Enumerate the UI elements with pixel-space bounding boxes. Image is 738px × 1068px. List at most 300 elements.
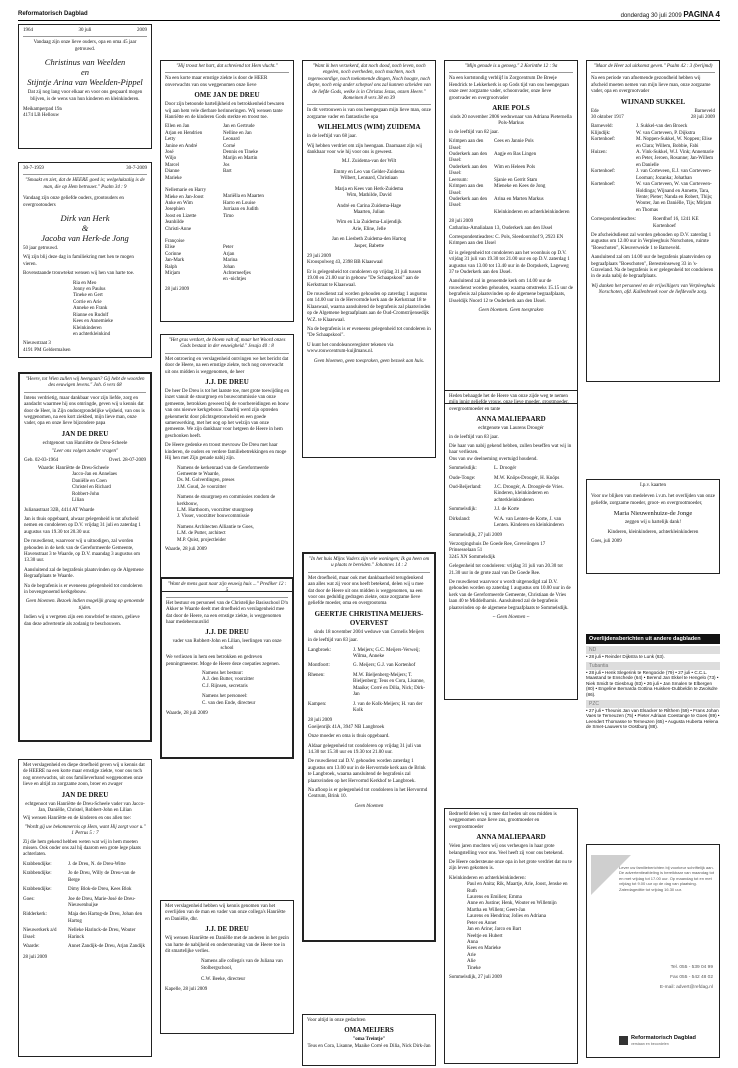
place: Ouderkerk aan den IJssel: <box>449 164 488 177</box>
signatory: Namens de stuurgroep en commissies rondom de kerkbouw, <box>177 495 276 507</box>
family-member: M.J. Zuidema-van der Wilt <box>341 159 397 165</box>
life-dates <box>591 109 715 122</box>
paper-name: Reformatorisch Dagblad <box>18 11 88 17</box>
family-member: Laurens en Emilien; Emma <box>467 895 522 901</box>
deceased-relation: sinds 18 november 2004 weduwe van Cornelis Meijers <box>313 629 425 635</box>
bible-quote: "In het huis Mijns Vaders zijn vele woningen; Ik ga heen om u plaats te bereiden." Johannes 14 : 2 <box>308 557 430 573</box>
newspaper-label: ND <box>586 646 720 654</box>
deceased-age: in de leeftijd van 68 jaar. <box>307 134 357 140</box>
obituary-intro: Na een periode van afnemende gezondheid hebben wij afscheid moeten nemen van mijn lieve man, onze zorgzame vader, opa en overgrootvader <box>591 76 711 95</box>
family-member: Françoise <box>165 238 185 244</box>
obituary-intro: Met droefheid, maar ook met dankbaarheid terugdenkend aan alles wat zij voor ons heeft betekend, delen wij u mee dat door de Heere uit ons midden is weggenomen, na een voor ons geduldig gedragen ziekte, onze zorgzame lieve geliefde moeder, oma en overgrootoma <box>308 575 424 607</box>
signatory: A.J. den Butter, voorzitter <box>202 677 255 683</box>
obituary-jan-de-dreu-siblings <box>18 759 152 1057</box>
names: Mieneke en Kees de Jong <box>494 184 546 190</box>
family-member: Achterneefjes <box>223 270 251 276</box>
obituary-body: Wij hebben verdriet om zijn heengaan. Daarnaast zijn wij dankbaar voor wie hij voor ons is geweest. <box>307 143 423 156</box>
family-row <box>308 702 430 715</box>
family-row <box>449 485 573 504</box>
names: G. Meijers; G.J. van Kortenhof <box>353 663 416 669</box>
birth-place: Ede <box>591 108 599 114</box>
names: Wim en Heleen Pols <box>494 164 536 170</box>
obituary-listing: • 27 juli • Theunis Jan van Elsacker te Rilthem (59) • Frans Johan Vaes te Terneuzen (75) • Pieter Adriaan Coestange te Goes (89) • Leendert Thomasse te Terneuzen (65) • Augusta Huberta Helena de Smet-Lauwers te Oostburg (88). <box>586 707 720 730</box>
family-member: Waarde: Hanriëtte de Dreu-Scheele <box>38 466 109 472</box>
family-member: Kees en Annemieke <box>73 319 113 325</box>
anniversary-intro: Vandaag zijn onze lieve ouders, opa en oma 45 jaar getrouwd. <box>33 40 137 52</box>
viewing-info: Onze moeder en oma is thuis opgebaard. <box>308 734 390 740</box>
family-member: Robbert-John <box>72 491 100 497</box>
date-right: 2009 <box>136 28 147 33</box>
family-member: André en Carina Zuidema-Hage <box>336 203 402 209</box>
couple-name-1: Christinus van Weelden <box>44 57 126 68</box>
place: Ouderkerk aan den IJssel: <box>449 152 488 164</box>
obituary-intro: Na een korte maar ernstige ziekte is door de HEER onverwachts van ons weggenomen onze lieve <box>165 76 268 88</box>
family-member: Tineke en Gert <box>73 293 103 299</box>
place: Klijndijk: <box>591 130 611 136</box>
signatory: Namens het personeel: <box>202 694 248 700</box>
deceased-age: in de leeftijd van 83 jaar. <box>449 434 499 440</box>
deceased-name: OMA MEIJERS <box>344 1026 394 1035</box>
correspondence-label: Correspondentieadres: <box>591 217 636 223</box>
memorial-intro: Voor altijd in onze gedachten <box>307 1018 366 1023</box>
couple-amp: & <box>81 223 89 234</box>
ad-date: Sommelsdijk, 27 juli 2009 <box>449 974 503 980</box>
family-member: Joost en Lizette <box>165 213 197 219</box>
family-list <box>38 466 146 504</box>
deceased-name: Maria Nieuwenhuize-de Jonge <box>613 510 693 518</box>
family-member: Anna <box>467 939 478 945</box>
deceased-name: ARIE POLS <box>492 104 530 113</box>
family-member: Tineke <box>467 965 481 971</box>
obituary-intro: Heden behaagde het de Heere van onze zijde weg te nemen mijn innig geliefde vrouw, onze lieve moeder, grootmoeder, overgrootmoeder en tante <box>449 394 569 412</box>
names: M. Noppen-Sukkel, W. Noppen; Elise en Clara; Willem, Bobbie, Fabi <box>636 137 712 149</box>
address-line-1: Meikamperpad 19a <box>23 107 62 113</box>
thanks-intro: Voor uw blijken van medeleven i.v.m. het overlijden van onze geliefde, zorgzame moeder, groot- en overgrootmoeder, <box>591 494 715 506</box>
family-member: Jeanhilde <box>165 220 184 226</box>
note: Geen bloemen <box>354 803 384 809</box>
family-member: Daniëlle en Coen <box>72 478 107 484</box>
family-member: Marina <box>223 258 238 264</box>
deceased-relation: echtgenoot van Hanriëtte de Dreu-Scheele <box>42 440 128 446</box>
ad-date: 28 juli 2009 <box>23 955 48 961</box>
obituary-body: Wij wensen Hanriëtte en Daniëlle met de anderen in het gezin van harte de nabijheid en ondersteuning van de Heere toe in dit smartelijke verlies. <box>165 936 289 955</box>
column-5 <box>586 24 720 1060</box>
header-rule <box>18 20 720 21</box>
page-header <box>18 8 720 20</box>
section-title: Overlijdensberichten uit andere dagbladen <box>586 634 720 644</box>
names: J.J. de Korte <box>494 507 519 513</box>
family-list <box>308 648 430 715</box>
note: Geen bloemen, geen toespraken, geen bezoek aan huis. <box>313 358 425 364</box>
deceased-name: JAN DE DREU <box>61 790 109 799</box>
page-number: 4 <box>715 10 720 19</box>
place: Oud-Beijerland: <box>449 485 482 491</box>
family-member: Corinne <box>165 251 182 257</box>
family-member: Neeltje en Hubert <box>467 933 503 939</box>
family-member: Leonard <box>223 137 240 143</box>
advertising-instructions: Lever uw familieberichten bij voorkeur schriftelijk aan. De advertentieafdeling is bereikbaar van maandag tot en met vrijdag tot 17.00 uur. Op maandag tot en met vrijdag tot 9.00 uur op de dag van plaatsing. Zaterdageditie tot vrijdag 16.30 uur. <box>619 865 714 892</box>
deceased-relation: sinds 20 november 2006 weduwnaar van Adriana Pieternella Pols-Markus <box>450 115 572 127</box>
birth-date: 30 oktober 1917 <box>591 115 624 121</box>
anniversary-dates <box>23 166 147 175</box>
obituary-jj-de-dreu-church <box>160 334 294 592</box>
service-info: De rouwdienst zal worden gehouden op zaterdag 1 augustus om 14.00 uur in de Hervormde kerk aan de Kerkstraat 18 te Klaaswaal, waarna aansluitend de begrafenis zal plaatsvinden op de Algemene begraafplaats aan de Oud-Cromstrijensedijk W.Z. te Klaaswaal. <box>307 291 431 323</box>
place: Sommelsdijk: <box>449 466 477 472</box>
family-member: Jacco-Jan en Annelaes <box>72 472 117 478</box>
family: Kinderen, kleinkinderen, achterkleinkinderen <box>607 529 699 535</box>
names: A. Vink-Sukkel, W.J. Vink; Annemarie en Peter, Jeroen, Rosanne; Jan-Willem en Danielle <box>636 150 714 168</box>
deceased-name: OME JAN DE DREU <box>194 91 260 100</box>
deceased-name: GEERTJE CHRISTINA MEIJERS-OVERVEST <box>314 609 424 627</box>
obituary-arie-pols <box>444 60 578 404</box>
place <box>449 210 494 216</box>
family-row <box>308 648 430 661</box>
logo-mark-icon <box>619 1036 628 1045</box>
signatory: Namens alle collega's van de Juliana van Stolbergschool, <box>201 959 283 971</box>
burial-info: Aansluitend zal de begrafenis plaatsvinden op de Algemene Begraafplaats te Waarde. <box>24 567 144 580</box>
names: J. van de Kolk-Meijers; H. van der Kolk <box>353 701 423 713</box>
family-member: Harro en Louise <box>223 200 256 206</box>
obituary-intro: Na een kortstondig verblijf in Zorgcentrum De Breeje Hendrick te Lekkerkerk is op Gods tijd van ons heengegaan onze zeer zorgzame vader, schoonvader, onze lieve grootvader en overgrootvader <box>449 76 569 101</box>
signatory: J.M. Goud, 2e voorzitter <box>177 484 227 490</box>
family-member: Mariëlla en Maarten <box>223 194 264 200</box>
family-member: Timo <box>223 213 234 219</box>
signatory: Ds. M. Golverdingen, preses <box>177 478 235 484</box>
family-list <box>449 139 573 216</box>
service-info: De rouwdienst zal D.V. gehouden worden zaterdag 1 augustus om 13.00 uur in de Hervormde kerk aan de Brink te Langbroek, waarna aansluitend de begrafenis zal plaatsvinden op het Hervormd Kerkhof te Langbroek. <box>308 759 426 784</box>
names: Annet Zandijk-de Dreu, Arjan Zandijk <box>68 943 146 949</box>
place: Leersum: <box>449 177 468 183</box>
family-member: Bart <box>223 169 232 175</box>
anniversary-intro: Vandaag zijn onze geliefde ouders, grootouders en overgrootouders <box>23 196 124 208</box>
place: Waarde: <box>23 943 40 949</box>
obituary-intro: Met ontroering en verslagenheid ontvingen we het bericht dat door de Heere, na een ernstige ziekte, toch nog onverwacht uit ons midden is weggenomen, de heer <box>165 356 289 375</box>
other-newspapers-obituaries <box>586 634 720 730</box>
obituary-anna-maliepaard-grandchildren <box>444 808 578 1064</box>
obituary-intro: Het bestuur en personeel van de Christelijke Basisschool D'n Akker te Waarde deelt met droefheid en verslagenheid mee dat door de Heere, na een ernstige ziekte, is weggenomen haar medebestuurslid <box>166 600 288 626</box>
anniversary-ad-van-weelden <box>18 24 152 149</box>
obituary-ome-jan <box>160 60 294 322</box>
signatories <box>201 959 289 983</box>
newspaper-label: Tubantia <box>586 662 720 670</box>
deceased-name: WIJNAND SUKKEL <box>620 97 686 106</box>
address-line-1: Nieuwstraat 3 <box>23 341 51 347</box>
anniversary-wish: Wij zijn blij deze dag in familiekring met hen te mogen vieren. <box>23 255 134 267</box>
phone-number: Tel. 055 - 539 04 99 <box>670 965 713 970</box>
family-member: Nelline en Jan <box>223 130 252 136</box>
correspondence-address: Correspondentieadres: C. Pols, Sleedoornhof 9, 2923 EN Krimpen aan den IJssel <box>449 234 564 247</box>
family-row <box>308 673 430 699</box>
note: Geen bloemen. Geen toespraken <box>478 308 544 313</box>
newspaper-logo <box>619 1035 719 1047</box>
ipv-kaarten: I.p.v. kaarten <box>639 483 667 488</box>
column-4 <box>444 24 578 1060</box>
condolence-info-2: Na afloop is er gelegenheid tot condoleren in het Hervormd Centrum, Brink 10. <box>308 787 428 800</box>
family-member: Corrie en Arie <box>73 299 102 305</box>
family-row <box>308 663 430 669</box>
family-member: Nellemarie en Harry <box>165 188 207 194</box>
obituary-anna-maliepaard-family <box>444 390 578 700</box>
family-member: Ria en Meo <box>73 280 97 286</box>
family-row <box>591 169 715 182</box>
signatory: J. Visser, voorzitter bouwcommissie <box>177 514 250 520</box>
deceased-age: in de leeftijd van 82 jaar. <box>449 129 499 135</box>
page-label: PAGINA <box>683 10 714 19</box>
family-list <box>73 281 147 339</box>
place: Sommelsdijk: <box>449 507 477 513</box>
family-row <box>449 152 573 165</box>
place: Krabbendijke: <box>23 871 52 877</box>
family-row <box>449 139 573 152</box>
logo-tagline: verstaan en beoordelen <box>631 1042 669 1046</box>
bible-quote: "Want ik ben verzekerd, dat noch dood, noch leven, noch engelen, noch overheden, noch machten, noch tegenwoordige, noch toekomende dingen, Noch hoogte, noch diepte, noch enig ander schepsel ons zal kunnen scheiden van de liefde Gods, welke is in Christus Jezus, onzen Heere." Romeinen 8 vers 38 en 39 <box>307 64 431 105</box>
family-member: Mieke en Jan-Joost <box>165 194 204 200</box>
family-member: Arie, Eline, Jelle <box>352 226 386 232</box>
condolence-info: Er is gelegenheid tot condoleren aan het woonhuis op D.V. vrijdag 31 juli van 19.30 tot 21.00 uur en op D.V. zaterdag 1 augustus van 13.00 tot 13.40 uur in de Dorpskerk, Lageweg 37 te Ouderkerk aan den IJssel. <box>449 250 570 275</box>
family-member: Ralph <box>165 264 177 270</box>
obituary-jj-de-dreu-school <box>160 577 294 759</box>
address-line-1: Prinsesselaan 51 <box>449 548 483 554</box>
correspondence-address: Roerdhof 16, 1241 KE Kortenhoef <box>653 217 699 229</box>
bible-quote: "Wordt gij uw bekommernis op Hem, want Hij zorgt voor u." 1 Petrus 5 : 7 <box>24 824 146 837</box>
family-member: Peter <box>223 245 234 251</box>
family-member: Christi-Anne <box>165 226 192 232</box>
family-member: Maarten, Julian <box>353 209 385 215</box>
signatory: M.P. Quist, projectleider <box>177 537 227 543</box>
obituary-listing: • 28 juli • Reinder Dijkstra te Lunk (63). <box>586 654 665 659</box>
wish: Wij wensen Hanriëtte en de kinderen en ons allen toe: <box>23 816 131 822</box>
signatory: L.M. Harthoorn, voorzitter stuurgroep <box>177 507 254 513</box>
family-member: Janine en André <box>165 143 198 149</box>
memorial-oma-meijers <box>302 1014 436 1066</box>
bible-quote: "Heere, tot Wien zullen wij heengaan? Gij hebt de woorden des eeuwigen levens." Joh. 6 vers 68 <box>24 377 146 393</box>
place: Dirksland: <box>449 516 471 522</box>
fax-number: Fax 055 - 542 48 02 <box>670 975 713 980</box>
family-member: Jurriaan en Judith <box>223 207 259 213</box>
family-member: Jasper, Babette <box>353 243 385 249</box>
correspondence-address: Verzorgingshuis De Goede Ree, Greveiingen 17 <box>449 541 546 547</box>
obituary-body: Die haar van nabij gekend hebben, zullen beseffen wat wij in haar verliezen. <box>449 444 572 456</box>
place: Kortenhoef: <box>591 182 616 188</box>
obituary-wijnand-sukkel <box>586 60 720 382</box>
family-member: Christel en Richard <box>72 485 111 491</box>
obituary-intro: Bedroefd delen wij u mee dat heden uit ons midden is weggenomen onze lieve zus, grootmoeder en overgrootmoeder <box>449 812 557 830</box>
deceased-name: JAN DE DREU <box>61 429 109 438</box>
family-member: Anne en Justine; Henk, Wouter en Willemijn <box>467 901 557 907</box>
obituary-wim-zuidema <box>302 60 436 458</box>
family-list <box>23 862 147 950</box>
family-row <box>449 517 573 530</box>
logo-name: Reformatorisch Dagblad <box>631 1035 696 1041</box>
closing-note: Indien wij u vergeten zijn een rouwbrief te sturen, gelieve dan deze advertentie als zodanig te beschouwen. <box>24 615 140 627</box>
family-row <box>23 887 147 893</box>
place: Nieuwerkerk a/d IJssel: <box>23 928 57 940</box>
place: Huizen: <box>591 150 607 156</box>
family-row <box>449 165 573 178</box>
deceased-name: J.J. DE DREU <box>205 378 249 387</box>
newspaper-label: PZC <box>586 700 720 708</box>
signatories <box>202 671 288 707</box>
place: Krabbendijke: <box>23 861 52 867</box>
condolence-info: Na de begrafenis is er eveneens gelegenheid tot condoleren in bovengenoemd kerkgebouw. <box>24 583 143 595</box>
place: Montfoort: <box>308 663 330 669</box>
deceased-relation: echtgenoot van Hanriëtte de Dreu-Scheele vader van Jacco-Jan, Daniëlle, Christel, Robbert-John en Lilian <box>25 801 145 814</box>
couple-name-2: Jacoba van Herk-de Jong <box>41 233 129 244</box>
obituary-geertje-meijers <box>302 552 436 942</box>
deceased-nickname: "oma Treintje" <box>352 1037 386 1043</box>
family-member: Anke en Wim <box>165 200 193 206</box>
condolence-info: Gelegenheid tot condoleren: vrijdag 31 juli van 20.30 tot 21.30 uur in de grote zaal van De Goede Ree. <box>449 564 563 576</box>
place: Rhenen: <box>308 672 325 678</box>
ad-date: Kapelle, 28 juli 2009 <box>165 986 208 992</box>
condolence-info-2: Na de begrafenis is er eveneens gelegenheid tot condoleren in "De Schaapskooi". <box>307 327 431 339</box>
obituary-body: We verliezen in hem een betrokken en gedreven penningmeester. Moge de Heere deze coepaties zegenen. <box>166 655 280 667</box>
family-member: Arjan en Hendrien <box>165 130 203 136</box>
family-member: Arjan <box>223 251 235 257</box>
ad-date: 29 juli 2009 <box>307 253 332 259</box>
column-2 <box>160 24 294 1060</box>
family-left <box>165 124 223 283</box>
signatory: C.J. Rijnsen, secretaris <box>202 683 248 689</box>
family-row <box>23 871 147 884</box>
address-line-2: 4174 LB Hellouw <box>23 113 60 119</box>
address: Catharina-Amalialaan 13, Ouderkerk aan den IJssel <box>449 225 553 231</box>
signatory: C.W. Beeke, directeur <box>201 977 246 983</box>
place: Ouderkerk aan den IJssel: <box>449 196 488 209</box>
signatory: Namens het bestuur: <box>202 671 244 677</box>
place: Oude-Tonge: <box>449 475 476 481</box>
names: Maja den Hartog-de Dreu, Johan den Hartog <box>68 912 143 924</box>
names: Arina en Marten Markus <box>494 196 544 202</box>
bible-quote: "Smaakt en ziet, dat de HEERE goed is; welgelukzalig is de man, die op Hem betrouwt." Psalm 34 : 9 <box>25 178 145 190</box>
family-member: Wim en Lia Zuidema-Luijendijk <box>336 220 402 226</box>
service-info: De rouwdienst waarvoor u wordt uitgenodigd zal D.V. gehouden worden op zaterdag 1 augustus om 10.00 uur in de kerk van de Gereformeerde Gemeente, Christiaan de Vries laan 40 te Middelharnis. Aansluitend zal de begrafenis plaatsvinden op de algemene begraafplaats te Sommelsdijk. <box>449 579 571 611</box>
obituary-listing: • 28 juli • Henk Slegerink te Rengocide (79) • 27 juli • C.C.L. Maastand te Enschede (64) • Berend Jan Ekkel te Hengelo (73) • Niek Smidt te Giesbrug (83) • 26 juli • Jan Smalen te Elbergen (80) • Engeline Bernarda Gottina Huisken-Dubbeldin te Zwolsdre (86). <box>586 669 719 697</box>
family-member: Emmy en Leo van Gelder-Zuidema <box>333 169 405 175</box>
family-member: Letty <box>165 137 176 143</box>
names: Joe de Dreu, Marie-José de Dreu-Nieuwenhuijse <box>68 896 136 908</box>
family-row <box>449 476 573 482</box>
ad-date: 28 juli 2009 <box>308 718 333 724</box>
anniversary-wish: Dat zij nog lang voor elkaar en voor ons gespaard mogen blijven, is de wens van hun kinderen en kleinkinderen. <box>27 90 143 102</box>
family-member: Wiljo <box>165 156 177 162</box>
place: Krimpen aan den IJssel: <box>449 184 484 196</box>
family-row <box>449 197 573 210</box>
family-member: Mirjam <box>165 270 180 276</box>
anniversary-dates <box>23 28 147 37</box>
bible-quote: "Mijn genade is u genoeg." 2 Korinthe 12 : 9a <box>449 64 573 73</box>
family-member: Jan en Gertrude <box>223 124 255 130</box>
family-member: Paul en Anita; Rik, Maartje, Arie, Joost, Jenske en Ruth <box>467 882 568 894</box>
place: Langbroek: <box>308 647 332 653</box>
names: Aagje en Bas Lingen <box>494 152 537 158</box>
place: Kampen: <box>308 701 327 707</box>
service-info: Aansluitend zal in genoemde kerk om 14.00 uur de rouwdienst worden gehouden, waarna omstreeks 15.15 uur de begrafenis zal plaatsvinden op de algemene begraafplaats, IJsseldijk Noord 12 te Ouderkerk aan den IJssel. <box>449 279 573 304</box>
names: Dimy Blok-de Dreu, Kees Blok <box>68 887 132 893</box>
family-row <box>591 182 715 214</box>
family-row <box>591 150 715 169</box>
family-right <box>223 124 289 283</box>
obituary-body: Velen jaren mochten wij ons verheugen in haar grote belangstelling voor ons. Veel heeft zij voor ons betekend. <box>449 844 564 856</box>
family-row <box>449 184 573 197</box>
names: J. Meijers; G.C. Meijers-Verweij; Wilma, Anneke <box>353 647 420 660</box>
couple-name-2: Stijntje Arina van Weelden-Pippel <box>27 77 143 88</box>
family-member: Dianne <box>165 169 180 175</box>
names: Jo de Dreu, Willy de Dreu-van de Berge <box>68 871 136 883</box>
family-member: Jan en Liesbeth Zuidema-den Hartog <box>331 237 407 243</box>
names: M.W. Bieljenberg-Meijers; T. Bieljenberg; Teus en Cora, Lisanne, Maaike; Corré en Dilia, Nick; Dirk-Jan <box>353 672 425 698</box>
family-member: Jonny en Paulus <box>73 287 106 293</box>
deceased-name: J.J. DE DREU <box>205 925 249 934</box>
anniversary-ad-van-herk <box>18 162 152 358</box>
family-row <box>23 897 147 910</box>
family-member: Peter en Annet <box>467 920 497 926</box>
address: Kroospolweg 43, 2398 BB Klaaswaal <box>307 260 383 266</box>
family-row <box>591 137 715 150</box>
birth-date: Geb. 02-03-1964 <box>24 457 59 463</box>
anniversary-years: 50 jaar getrouwd. <box>23 246 59 252</box>
thanks-line: zeggen wij u hartelijk dank! <box>624 520 682 526</box>
family-member: Jan-Mark <box>165 258 185 264</box>
register-info: U kunt het condoleanceregister tekenen via www.rouwcentrum-kuijlmans.nl. <box>307 342 394 355</box>
couple-name-1: Dirk van Herk <box>60 213 110 224</box>
deceased-relation: echtgenote van Laurens Droogér <box>478 426 544 432</box>
obituary-intro: Intens verdrietig, maar dankbaar voor zijn liefde, zorg en aandacht waarmee hij ons omringde, geven wij u kennis dat door de Heer, in Zijn ondoorgrondelijke wijsheid, van ons is weggenomen, na een kort ziekbed, mijn lieve man, onze vader, opa en onze lieve bijzondere papa <box>24 395 145 427</box>
signatory: C. van den Ende, directeur <box>202 700 256 706</box>
family-member: Elise <box>165 245 175 251</box>
family-member: en achterkleinkind <box>73 331 111 337</box>
names: Nelleke Harinck-de Dreu, Wouter Harinck <box>68 928 136 940</box>
address-line-2: 3245 XN Sommelsdijk <box>449 554 496 560</box>
death-date: 28 juli 2009 <box>690 115 715 121</box>
family-member: Laurens en Hendrina; Jolies en Adriana <box>467 914 547 920</box>
family-list <box>591 124 715 214</box>
date-left: 30-7-1959 <box>23 166 44 171</box>
obituary-intro: Met verslagenheid hebben wij kennis genomen van het overlijden van de man en vader van onze collega's Hanriëtte en Daniëlle, dhr. <box>165 904 286 922</box>
names: L. Droogér <box>494 466 517 472</box>
deceased-relation: vader van Robbert-John en Lilian, leerlingen van onze school <box>172 639 282 651</box>
family-row <box>23 944 147 950</box>
page-date: donderdag 30 juli 2009 <box>620 13 682 19</box>
deceased-name: ANNA MALIEPAARD <box>476 833 546 842</box>
viewing-info: Jan is thuis opgebaard, alwaar gelegenheid is tot afscheid nemen en condoleren op D.V. vrijdag 31 juli en zaterdag 1 augustus van 19.30 tot 20.30 uur. <box>24 516 141 535</box>
names: J.C. Droogér, A. Droogér-de Vries. Kinderen, kleinkinderen en achterkleinkinderen <box>494 485 564 503</box>
family-list <box>307 159 431 249</box>
date-mid: 30 juli <box>78 28 92 33</box>
family-member: Alie <box>467 959 476 965</box>
ad-date: Waarde, 28 juli 2009 <box>166 711 208 717</box>
family-row <box>23 912 147 925</box>
email-address[interactable]: E-mail: advert@refdag.nl <box>659 985 713 990</box>
service-info: De afscheidsdienst zal worden gehouden op D.V. zaterdag 1 augustus om 12.00 uur in Verpleeghuis Norschoten, ruimte "Boeschoten", Kleuverweide 1 te Barneveld. <box>591 232 712 251</box>
names: Sjanie en Gerrit Stam <box>494 177 538 183</box>
ad-date: Sommelsdijk, 27 juli 2009 <box>449 532 503 538</box>
birth <box>591 109 624 122</box>
ad-date: Waarde, 28 juli 2009 <box>165 546 207 552</box>
family-member: Wilbert, Lennard, Christiaan <box>340 176 398 182</box>
bible-quote: "Het gras verdort, de bloem valt af, maar het Woord onzes Gods bestaat in der eeuwigheid." Jesaja 40 : 8 <box>165 338 289 354</box>
burial-info: Aansluitend zal om 14.00 uur de begrafenis plaatsvinden op begraafplaats "Boeschoten", Beresteinseweg 33 in 's-Graveland. Na de begrafenis is er gelegenheid tot condoleren in de aula nabij de begraafplaats. <box>591 255 714 280</box>
names: J. Sukkel-van den Broeck <box>636 124 688 130</box>
family-row <box>23 928 147 941</box>
place: Barneveld: <box>591 124 613 130</box>
obituary-wish: De Heere gedenke en troost mevrouw De Dreu met haar kinderen, de ouders en verdere familiebetrekkingen en moge Hij hen met Zijn genade nabij zijn. <box>165 443 287 462</box>
family-list <box>467 882 573 972</box>
condolence-info: Aldaar gelegenheid tot condoleren op vrijdag 31 juli van 14.30 tot 15.30 uur en 19.30 tot 21.00 uur. <box>308 743 422 755</box>
deceased-name: WILHELMUS (WIM) ZUIDEMA <box>317 123 421 132</box>
names: W. van Corteveen, P. Dijkstra <box>636 130 696 136</box>
family-member: Marcel <box>165 162 180 168</box>
